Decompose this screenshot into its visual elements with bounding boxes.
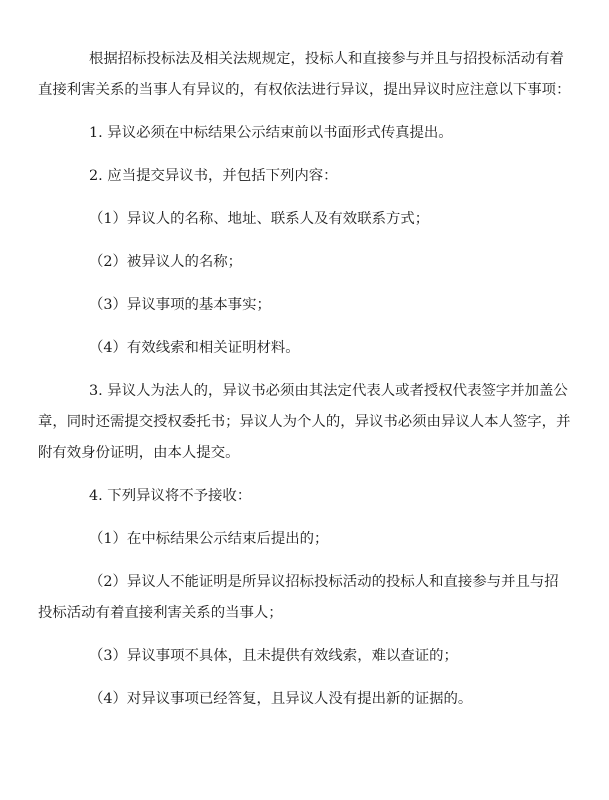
item-1: 1. 异议必须在中标结果公示结束前以书面形式传真提出。 xyxy=(89,125,453,141)
item-2: 2. 应当提交异议书，并包括下列内容： xyxy=(89,168,338,184)
item-4-sub-2: （2）异议人不能证明是所异议招标投标活动的投标人和直接参与并且与招投标活动有着直接利害关系的当事人； xyxy=(38,574,559,621)
item-4-sub-1: （1）在中标结果公示结束后提出的； xyxy=(89,531,329,547)
intro-paragraph: 根据招标投标法及相关法规规定，投标人和直接参与并且与招投标活动有着直接利害关系的当事人有异议的，有权依法进行异议，提出异议时应注意以下事项： xyxy=(38,51,571,98)
item-2-sub-2: （2）被异议人的名称； xyxy=(89,254,243,270)
item-4: 4. 下列异议将不予接收： xyxy=(89,488,252,504)
item-4-sub-3: （3）异议事项不具体，且未提供有效线索，难以查证的； xyxy=(89,648,458,664)
item-4-sub-4: （4）对异议事项已经答复，且异议人没有提出新的证据的。 xyxy=(89,691,473,707)
item-3: 3. 异议人为法人的，异议书必须由其法定代表人或者授权代表签字并加盖公章，同时还需提交授权委托书；异议人为个人的，异议书必须由异议人本人签字，并附有效身份证明，由本人提交。 xyxy=(38,383,571,461)
item-2-sub-1: （1）异议人的名称、地址、联系人及有效联系方式； xyxy=(89,211,430,227)
item-2-sub-3: （3）异议事项的基本事实； xyxy=(89,297,271,313)
item-2-sub-4: （4）有效线索和相关证明材料。 xyxy=(89,340,300,356)
